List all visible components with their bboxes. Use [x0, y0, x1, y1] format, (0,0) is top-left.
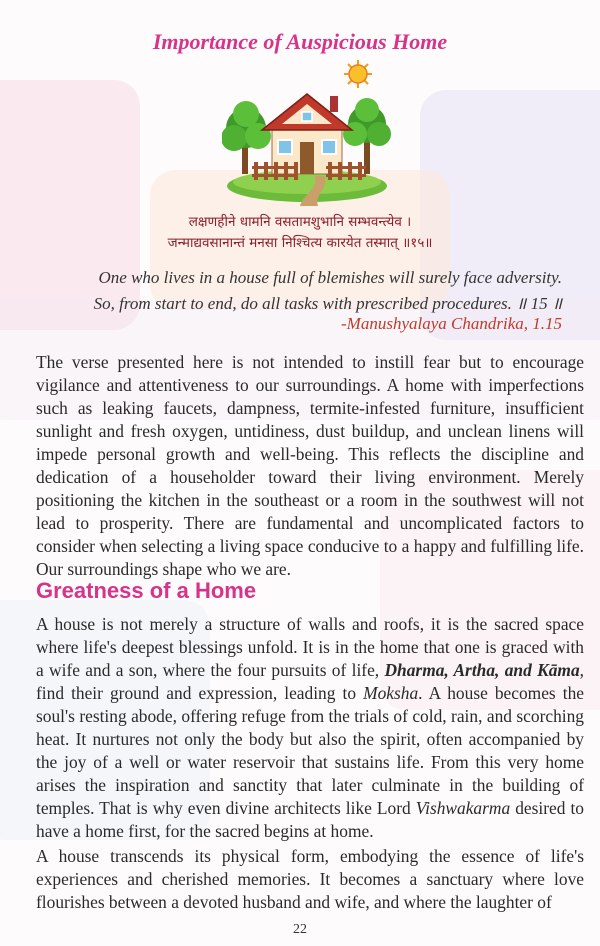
emphasis-text: Moksha [363, 683, 419, 703]
paragraph-text: . A house becomes the soul's resting abode, offering refuge from the trials of cold, rain, and scorching heat. It nurtures not only the body but also the spirit, often accompanied by the joy of a well or water reservoir that sustains life. From this very home arises the inspiration and sanctity that later culminate in the building of temples. That is why even divine architects like Lord [36, 683, 584, 818]
emphasis-text: Vishwakarma [415, 798, 511, 818]
section-heading: Greatness of a Home [36, 578, 257, 603]
page-title: Importance of Auspicious Home [152, 29, 448, 54]
paragraph-text: , find their ground and expression, leading to [36, 660, 584, 703]
paragraph-text: desired to have a home first, for the sacred begins at home. [36, 798, 584, 841]
body-paragraph [36, 613, 584, 843]
sun-icon [344, 60, 372, 88]
body-paragraph: The verse presented here is not intended to instill fear but to encourage vigilance and attentiveness to our surroundings. A home with imperfections such as leaking faucets, dampness, termite-infested furniture, insufficient sunlight and fresh oxygen, untidiness, dust buildup, and unclean linens will impede personal growth and well-being. This reflects the discipline and dedication of a householder toward their living environment. Merely positioning the kitchen in the southeast or a room in the southwest will not lead to prosperity. There are fundamental and uncomplicated factors to consider when selecting a living space conducive to a happy and fulfilling life. Our surroundings shape who we are. [36, 352, 584, 579]
body-paragraph: A house transcends its physical form, embodying the essence of life's experiences and cherished memories. It becomes a sanctuary where love flourishes between a devoted husband and wife, and where the laughter of [36, 846, 584, 912]
quote-attribution: -Manushyalaya Chandrika, 1.15 [341, 314, 562, 333]
translation-line: So, from start to end, do all tasks with prescribed procedures. ॥ 15 ॥ [93, 294, 562, 313]
translation-line: One who lives in a house full of blemishes will surely face adversity. [98, 268, 562, 287]
house-illustration [222, 58, 392, 206]
sanskrit-verse-line: लक्षणहीने धामनि वसतामशुभानि सम्भवन्त्येव । [188, 214, 412, 230]
sanskrit-verse-line: जन्माद्यवसानान्तं मनसा निश्चित्य कारयेत तस्मात् ॥१५॥ [167, 235, 433, 251]
paragraph-text: A house is not merely a structure of walls and roofs, it is the sacred space where life's deepest blessings unfold. It is in the home that one is graced with a wife and a son, where the four pursuits of life, [36, 614, 584, 680]
tree-icon [222, 101, 271, 174]
emphasis-text: Dharma, Artha, and Kāma [384, 660, 580, 680]
page-number: 22 [293, 922, 307, 937]
